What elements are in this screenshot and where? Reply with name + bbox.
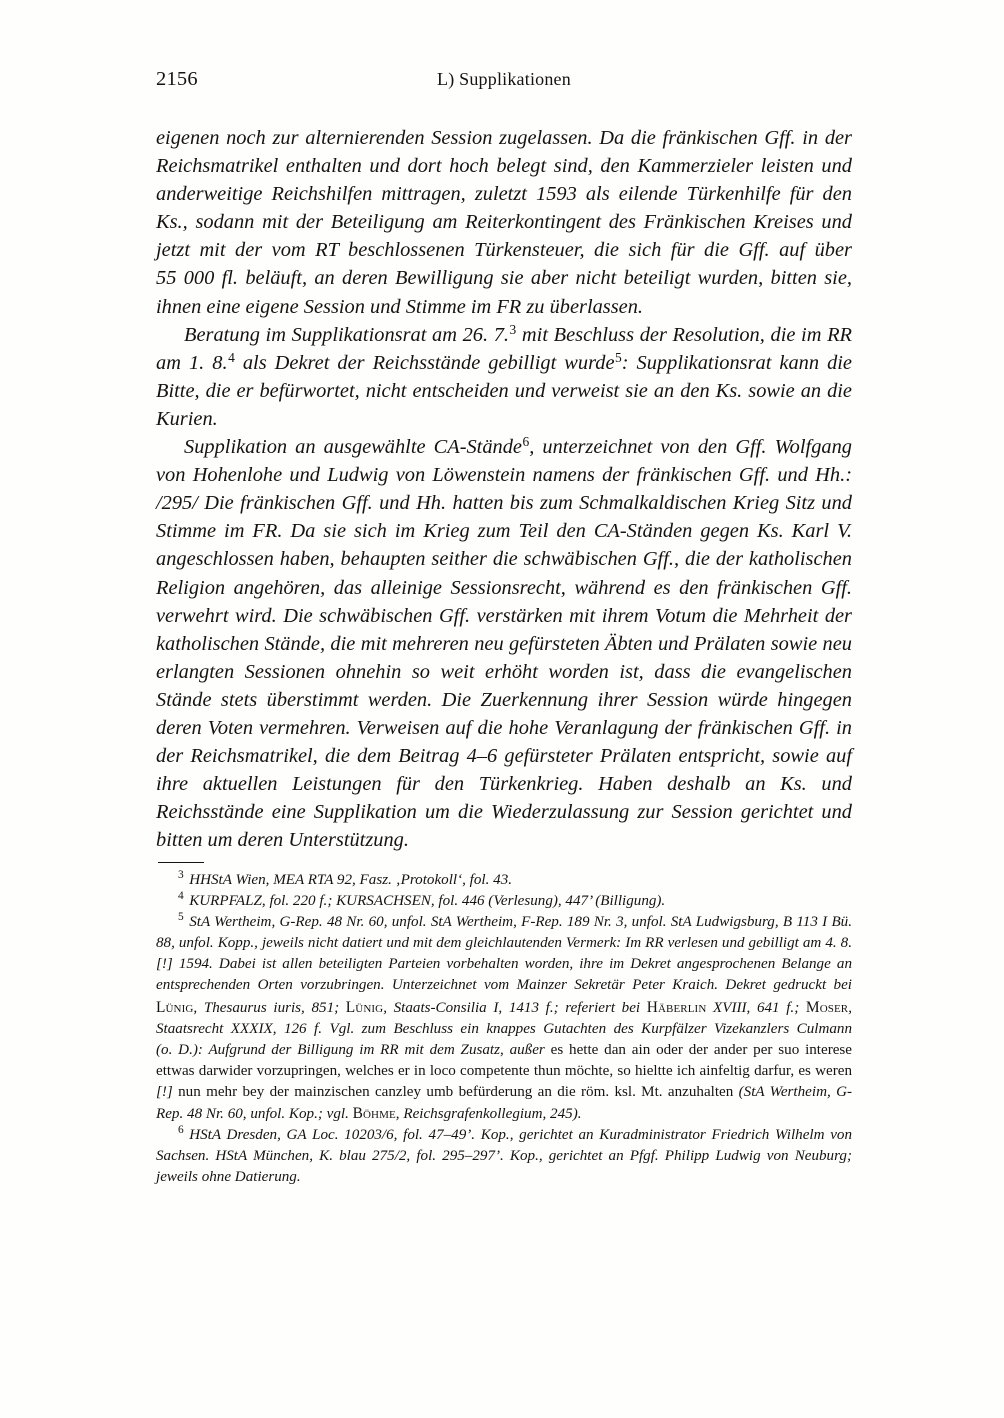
footnote-ref-6[interactable]: 6	[522, 434, 530, 450]
footnote-5: $^5$ StA Wertheim, G-Rep. 48 Nr. 60, unfol. StA Wertheim, F-Rep. 189 Nr. 3, unfol. StA Ludwigsburg, B 113 I Bü. 88, unfol. Kopp., jeweils nicht datiert und mit dem gleichlautenden Vermerk: Im RR verlesen und gebilligt am 4. 8. [!] 1594. Dabei ist allen beteiligten Parteien vorbehalten worden, ihre im Dekret angesprochenen Belange an entsprechenden Orten vorzubringen. Unterzeichnet vom Mainzer Sekretär Peter Kraich. Dekret gedruckt bei Lünig, Thesaurus iuris, 851; Lünig, Staats-Consilia I, 1413 f.; referiert bei Häberlin XVIII, 641 f.; Moser, Staatsrecht XXXIX, 126 f. Vgl. zum Beschluss ein knappes Gutachten des Kurpfälzer Vizekanzlers Culmann (o. D.): Aufgrund der Billigung im RR mit dem Zusatz, außer es hette dan ain oder der ander per suo interese ettwas darwider vorzupringen, welches er in loco competente thun möchte, so hieltte ich ainfeltig darfur, es weren [!] nun mehr bey der mainzischen canzley umb befürderung an die röm. ksl. Mt. anzuhalten (StA Wertheim, G-Rep. 48 Nr. 60, unfol. Kop.; vgl. Böhme, Reichsgrafenkollegium, 245).	[156, 911, 853, 1123]
paragraph-3: Supplikation an ausgewählte CA-Stände$^6$, unterzeichnet von den Gff. Wolfgang von Hohenlohe und Ludwig von Löwenstein namens der fränkischen Gff. und Hh.: /295/ Die fränkischen Gff. und Hh. hatten bis zum Schmalkaldischen Krieg Sitz und Stimme im FR. Da sie sich im Krieg zum Teil den CA-Ständen gegen Ks. Karl V. angeschlossen haben, behaupten seither die schwäbischen Gff., die der katholischen Religion angehören, das alleinige Sessionsrecht, während es den fränkischen Gff. verwehrt wird. Die schwäbischen Gff. verstärken mit ihrem Votum die Mehrheit der katholischen Stände, die mit mehreren neu gefürsteten Äbten und Prälaten sowie neu erlangten Sessionen ohnehin so weit erhöht worden ist, dass die evangelischen Stände stets überstimmt werden. Die Zuerkennung ihrer Session würde hingegen deren Voten vermehren. Verweisen auf die hohe Veranlagung der fränkischen Gff. in der Reichsmatrikel, die dem Beitrag 4–6 gefürsteter Prälaten entspricht, sowie auf ihre aktuellen Leistungen für den Türkenkrieg. Haben deshalb an Ks. und Reichsstände eine Supplikation um die Wiederzulassung zur Session gerichtet und bitten um deren Unterstützung.	[156, 434, 852, 852]
footnote-4: $^4$ KURPFALZ, fol. 220 f.; KURSACHSEN, fol. 446 (Verlesung), 447’ (Billigung).	[178, 890, 666, 910]
page-number: 2156	[156, 68, 198, 90]
footnote-block	[156, 862, 852, 1188]
paragraph-2: Beratung im Supplikationsrat am 26. 7.$^3$ mit Beschluss der Resolution, die im RR am 1. 8.$^4$ als Dekret der Reichsstände gebilligt wurde$^5$: Supplikationsrat kann die Bitte, die er befürwortet, nicht entscheiden und verweist sie an den Ks. sowie an die Kurien.	[156, 321, 853, 430]
footnote-ref-4[interactable]: 4	[228, 349, 235, 365]
body-text	[156, 124, 852, 854]
footnote-3: $^3$ HHStA Wien, MEA RTA 92, Fasz. ‚Protokoll‘, fol. 43.	[178, 869, 513, 888]
footnote-ref-5[interactable]: 5	[615, 349, 622, 365]
footnote-number-3: 3	[178, 869, 184, 882]
running-head	[156, 68, 852, 98]
footnote-number-4: 4	[178, 890, 184, 903]
footnote-ref-3[interactable]: 3	[509, 321, 517, 337]
running-title: L) Supplikationen	[437, 69, 571, 89]
paragraph-1: eigenen noch zur alternierenden Session zugelassen. Da die fränkischen Gff. in der Reichsmatrikel enthalten und dort hoch belegt sind, den Kammerzieler leisten und anderweitige Reichshilfen mittragen, zuletzt 1593 als eilende Türkenhilfe für den Ks., sodann mit der Beteiligung am Reiterkontingent des Fränkischen Kreises und jetzt mit der vom RT beschlossenen Türkensteuer, die sich für die Gff. auf über 55 000 fl. beläuft, an deren Bewilligung sie aber nicht beteiligt wurden, bitten sie, ihnen eine eigene Session und Stimme im FR zu überlassen.	[156, 127, 852, 318]
footnote-number-5: 5	[178, 911, 184, 924]
page-content	[156, 68, 852, 854]
footnote-6: $^6$ HStA Dresden, GA Loc. 10203/6, fol. 47–49’. Kop., gerichtet an Kuradministrator Friedrich Wilhelm von Sachsen. HStA München, K. blau 275/2, fol. 295–297’. Kop., gerichtet an Pfgf. Philipp Ludwig von Neuburg; jeweils ohne Datierung.	[156, 1124, 852, 1186]
footnote-separator-rule	[158, 862, 204, 863]
footnote-number-6: 6	[178, 1124, 184, 1137]
